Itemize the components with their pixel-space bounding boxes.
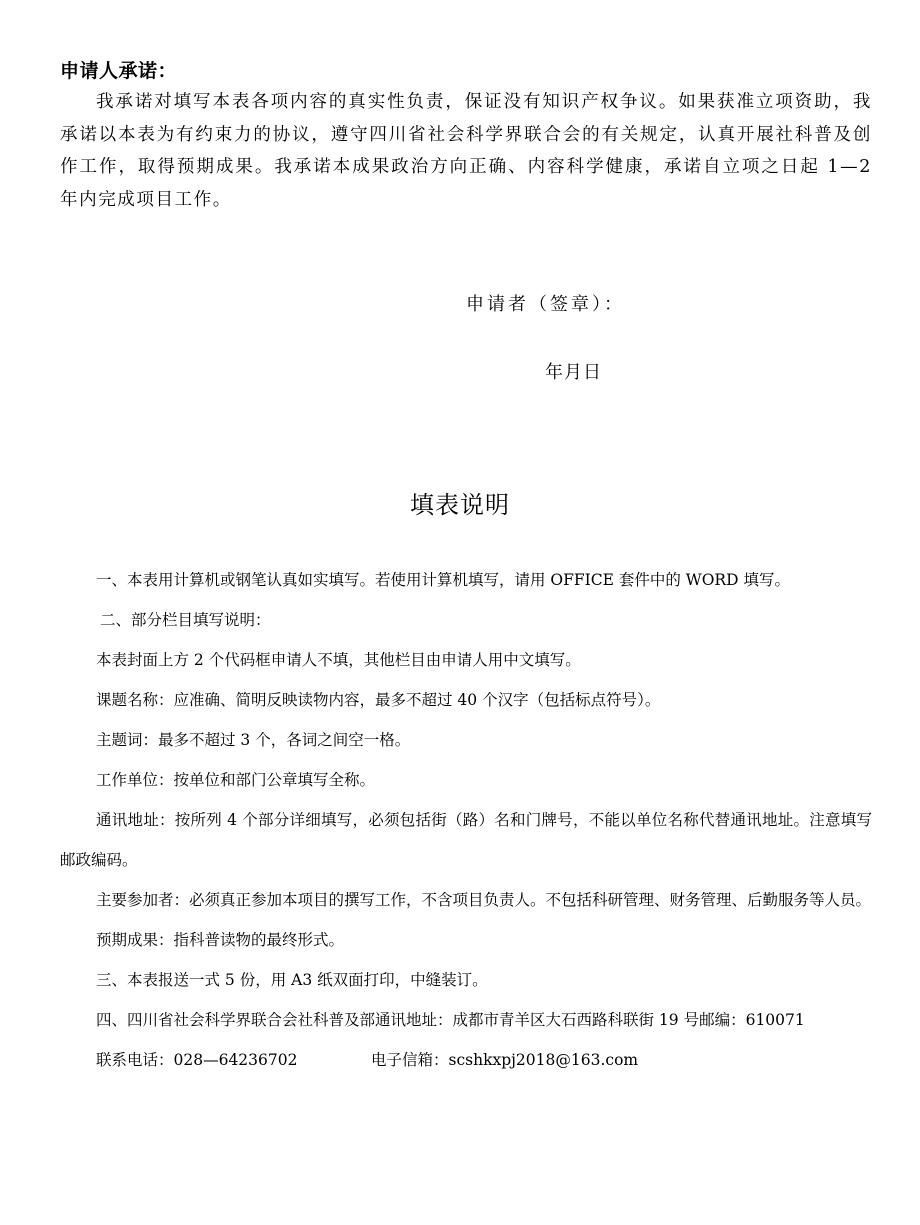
instruction-item: 本表封面上方 2 个代码框申请人不填，其他栏目由申请人用中文填写。	[96, 651, 581, 669]
date-label: 年月日	[545, 362, 602, 383]
instruction-item: 预期成果：指科普读物的最终形式。	[96, 931, 345, 949]
instruction-item: 二、部分栏目填写说明：	[100, 611, 271, 629]
instruction-item: 工作单位：按单位和部门公章填写全称。	[96, 771, 376, 789]
instruction-item: 通讯地址：按所列 4 个部分详细填写，必须包括街（路）名和门牌号，不能以单位名称代替通讯地址。注意填写邮政编码。	[60, 811, 872, 869]
instruction-item: 四、四川省社会科学界联合会社科普及部通讯地址：成都市青羊区大石西路科联街 19 号邮编：610071	[96, 1011, 805, 1029]
contact-line	[60, 1040, 872, 1080]
instruction-item: 一、本表用计算机或钢笔认真如实填写。若使用计算机填写，请用 OFFICE 套件中的 WORD 填写。	[96, 571, 790, 589]
instruction-item: 主要参加者：必须真正参加本项目的撰写工作，不含项目负责人。不包括科研管理、财务管理、后勤服务等人员。	[96, 891, 872, 909]
contact-email: 电子信箱：scshkxpj2018@163.com	[371, 1051, 639, 1069]
pledge-heading: 申请人承诺：	[60, 60, 178, 82]
instruction-item: 主题词：最多不超过 3 个，各词之间空一格。	[96, 731, 411, 749]
signature-label: 申请者（签章）：	[466, 294, 625, 315]
instructions-list	[60, 560, 872, 1080]
instructions-title: 填表说明	[410, 491, 510, 519]
contact-phone: 联系电话：028—64236702	[96, 1051, 298, 1069]
instruction-item: 三、本表报送一式 5 份，用 A3 纸双面打印，中缝装订。	[96, 971, 488, 989]
instruction-item: 课题名称：应准确、简明反映读物内容，最多不超过 40 个汉字（包括标点符号）。	[96, 691, 661, 709]
pledge-body: 我承诺对填写本表各项内容的真实性负责，保证没有知识产权争议。如果获准立项资助，我承诺以本表为有约束力的协议，遵守四川省社会科学界联合会的有关规定，认真开展社科普及创作工作，取得预期成果。我承诺本成果政治方向正确、内容科学健康，承诺自立项之日起 1—2 年内完成项目工作。	[60, 92, 872, 210]
